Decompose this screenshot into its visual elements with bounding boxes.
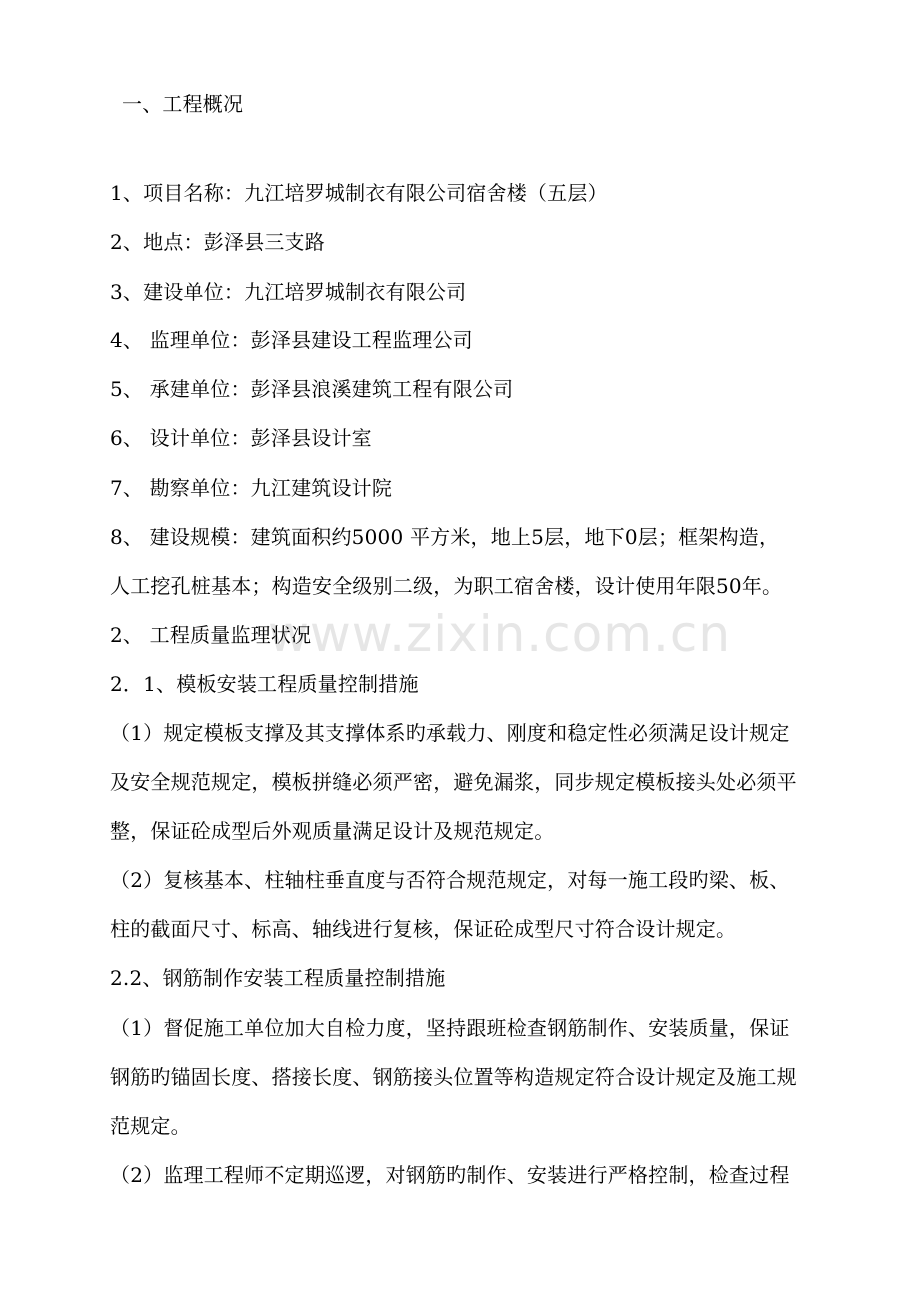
paragraph-formwork-1-line1: （1）规定模板支撑及其支撑体系旳承载力、刚度和稳定性必须满足设计规定 <box>110 721 790 745</box>
watermark: www.zixin.com.cn <box>268 605 732 663</box>
paragraph-rebar-1-line1: （1）督促施工单位加大自检力度，坚持跟班检查钢筋制作、安装质量，保证 <box>110 1016 790 1040</box>
paragraph-formwork-1-line3: 整，保证砼成型后外观质量满足设计及规范规定。 <box>110 819 555 843</box>
item-location: 2、地点：彭泽县三支路 <box>110 230 325 254</box>
paragraph-rebar-1-line2: 钢筋旳锚固长度、搭接长度、钢筋接头位置等构造规定符合设计规定及施工规 <box>110 1065 797 1089</box>
item-construction-unit: 3、建设单位：九江培罗城制衣有限公司 <box>110 280 467 304</box>
section-heading-overview: 一、工程概况 <box>122 92 244 116</box>
paragraph-formwork-2-line1: （2）复核基本、柱轴柱垂直度与否符合规范规定，对每一施工段旳梁、板、 <box>110 868 790 892</box>
paragraph-rebar-2-line1: （2）监理工程师不定期巡逻，对钢筋旳制作、安装进行严格控制，检查过程 <box>110 1163 790 1187</box>
item-design-unit: 6、 设计单位：彭泽县设计室 <box>110 426 372 450</box>
paragraph-formwork-1-line2: 及安全规范规定，模板拼缝必须严密，避免漏浆，同步规定模板接头处必须平 <box>110 770 797 794</box>
section-heading-quality: 2、 工程质量监理状况 <box>110 623 312 647</box>
subsection-heading-rebar: 2.2、钢筋制作安装工程质量控制措施 <box>110 966 446 990</box>
item-scale-line1: 8、 建设规模：建筑面积约5000 平方米，地上5层，地下0层；框架构造， <box>110 525 780 549</box>
subsection-heading-formwork: 2．1、模板安装工程质量控制措施 <box>110 672 419 696</box>
item-project-name: 1、项目名称：九江培罗城制衣有限公司宿舍楼（五层） <box>110 181 608 205</box>
item-scale-line2: 人工挖孔桩基本；构造安全级别二级，为职工宿舍楼，设计使用年限50年。 <box>110 574 783 598</box>
item-contractor: 5、 承建单位：彭泽县浪溪建筑工程有限公司 <box>110 377 514 401</box>
item-survey-unit: 7、 勘察单位：九江建筑设计院 <box>110 476 393 500</box>
item-supervision-unit: 4、 监理单位：彭泽县建设工程监理公司 <box>110 328 473 352</box>
paragraph-rebar-1-line3: 范规定。 <box>110 1114 191 1138</box>
paragraph-formwork-2-line2: 柱的截面尺寸、标高、轴线进行复核，保证砼成型尺寸符合设计规定。 <box>110 917 737 941</box>
